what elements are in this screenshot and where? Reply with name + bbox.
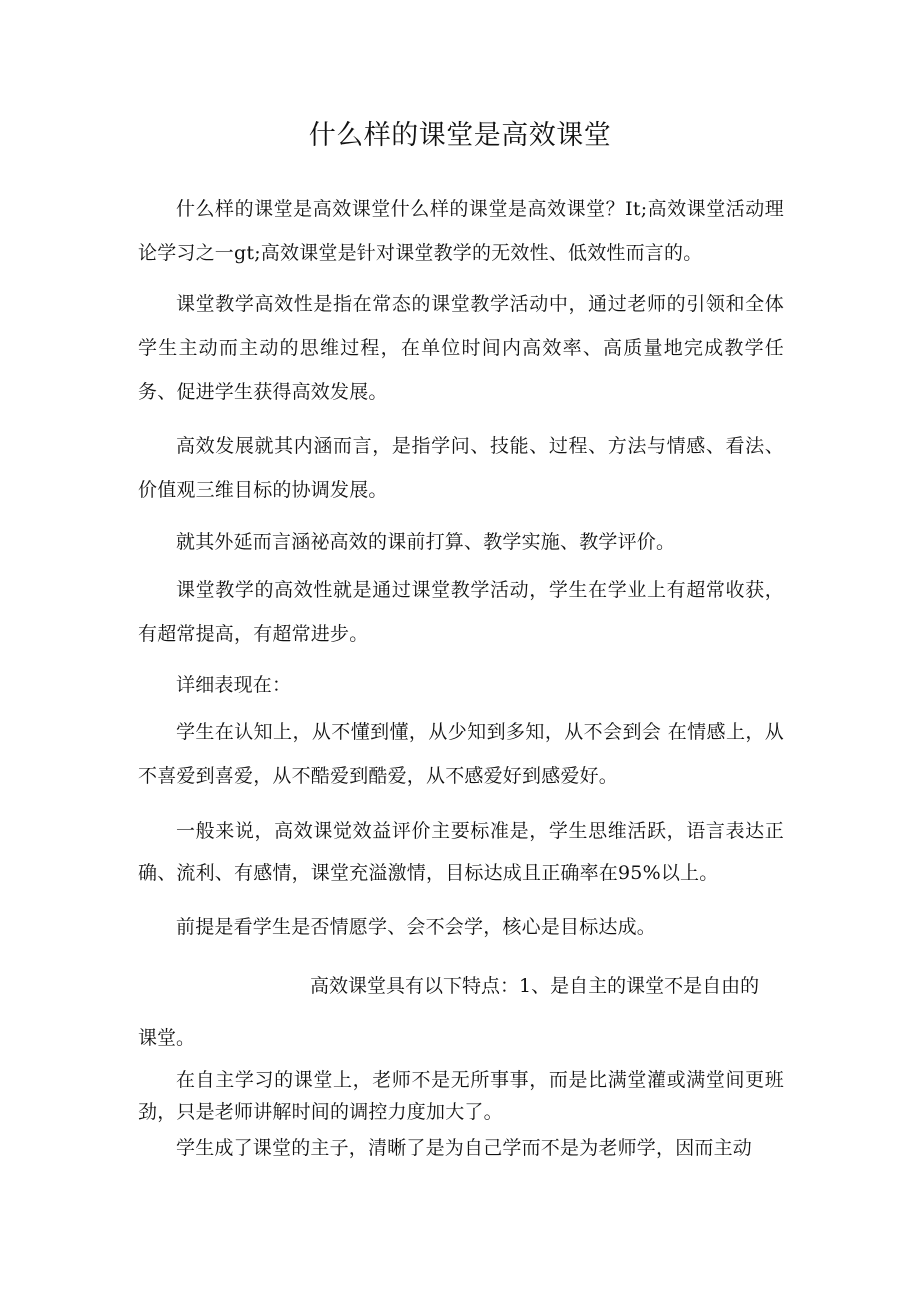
paragraph-effectiveness: 课堂教学的高效性就是通过课堂教学活动，学生在学业上有超常收获，有超常提高，有超常进步。 [138, 579, 784, 645]
paragraph-connotation: 高效发展就其内涵而言，是指学问、技能、过程、方法与情感、看法、价值观三维目标的协调发展。 [138, 435, 784, 501]
paragraph-intro: 什么样的课堂是高效课堂什么样的课堂是高效课堂？It;高效课堂活动理论学习之一gt;高效课堂是针对课堂教学的无效性、低效性而言的。 [138, 198, 784, 264]
paragraph-detail-heading: 详细表现在： [176, 674, 292, 696]
features-line-2: 课堂。 [138, 1027, 196, 1049]
paragraph-features [138, 960, 784, 1064]
paragraph-teacher-role: 在自主学习的课堂上，老师不是无所事事，而是比满堂灌或满堂间更班劲，只是老师讲解时间的调控力度加大了。 [138, 1069, 784, 1123]
paragraph-evaluation: 一般来说，高效课觉效益评价主要标准是，学生思维活跃，语言表达正确、流利、有感情，课堂充溢激情，目标达成且正确率在95%以上。 [138, 820, 784, 884]
features-line-1: 高效课堂具有以下特点：1、是自主的课堂不是自由的 [310, 975, 760, 997]
paragraph-premise: 前提是看学生是否情愿学、会不会学，核心是目标达成。 [176, 916, 657, 938]
paragraph-cognition: 学生在认知上，从不懂到懂，从少知到多知，从不会到会 在情感上，从不喜爱到喜爱，从不酷爱到酷爱，从不感爱好到感爱好。 [138, 721, 784, 787]
paragraph-definition: 课堂教学高效性是指在常态的课堂教学活动中，通过老师的引领和全体学生主动而主动的思维过程，在单位时间内高效率、高质量地完成教学任务、促进学生获得高效发展。 [138, 293, 784, 403]
paragraph-extension: 就其外延而言涵祕高效的课前打算、教学实施、教学评价。 [176, 531, 676, 553]
paragraph-student-master: 学生成了课堂的主子，清晰了是为自己学而不是为老师学，因而主动 [176, 1137, 753, 1159]
document-title: 什么样的课堂是高效课堂 [308, 120, 612, 151]
